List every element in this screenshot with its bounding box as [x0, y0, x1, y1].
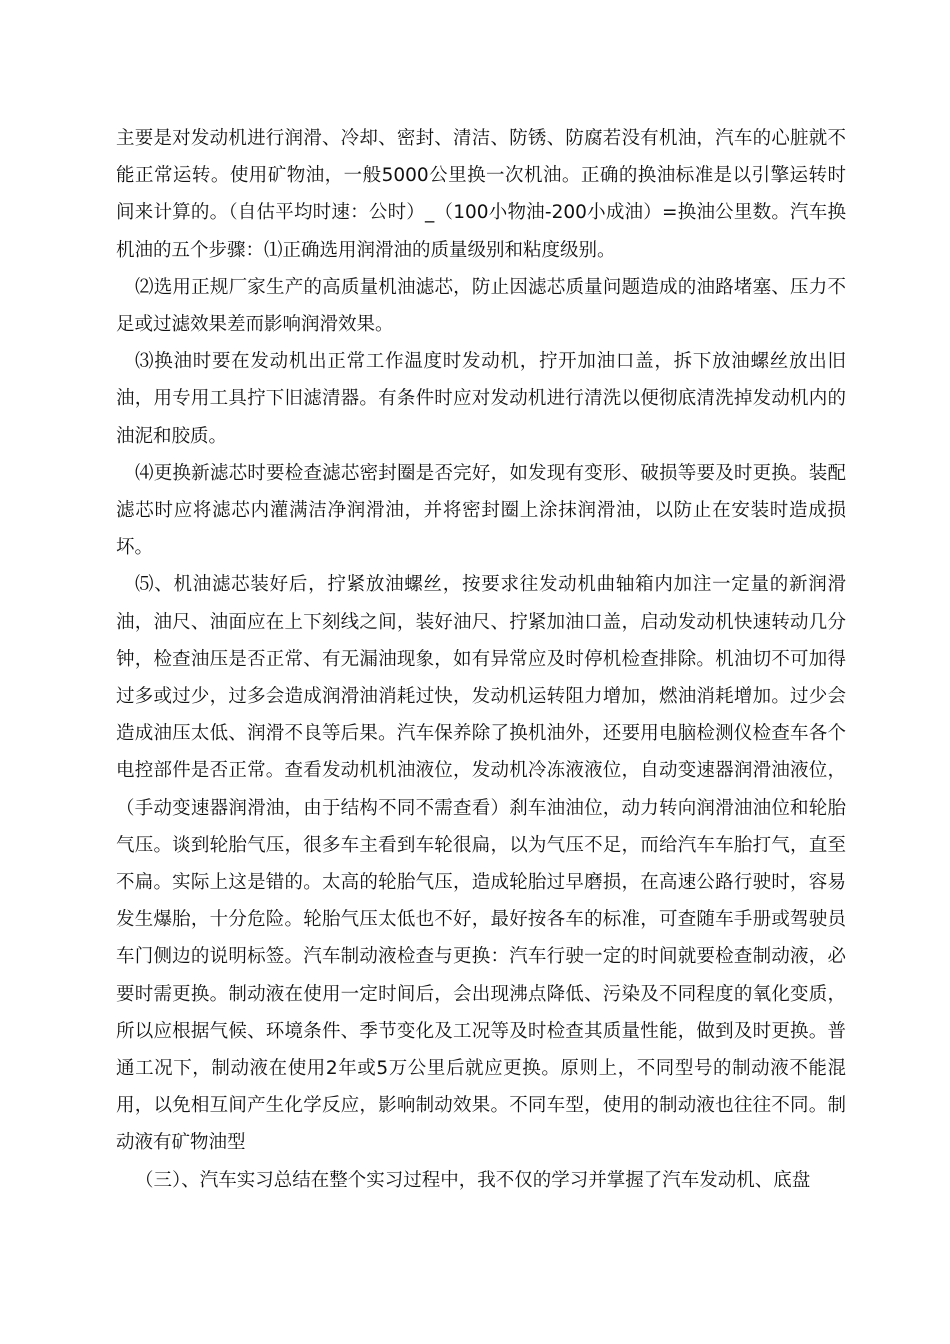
- paragraph-step-4: ⑷更换新滤芯时要检查滤芯密封圈是否完好，如发现有变形、破损等要及时更换。装配滤芯时应将滤芯内灌满洁净润滑油，并将密封圈上涂抹润滑油，以防止在安装时造成损坏。: [116, 462, 846, 559]
- paragraph-step-3: ⑶换油时要在发动机出正常工作温度时发动机，拧开加油口盖，拆下放油螺丝放出旧油，用专用工具拧下旧滤清器。有条件时应对发动机进行清洗以便彻底清洗掉发动机内的油泥和胶质。: [116, 351, 846, 447]
- paragraph-oil-intro: 主要是对发动机进行润滑、冷却、密封、清洁、防锈、防腐若没有机油，汽车的心脏就不能正常运转。使用矿物油，一般5000公里换一次机油。正确的换油标准是以引擎运转时间来计算的。（自估平均时速：公时）_（100小物油-200小成油）=换油公里数。汽车换机油的五个步骤：⑴正确选用润滑油的质量级别和粘度级别。: [116, 128, 846, 261]
- paragraph-step-5: ⑸、机油滤芯装好后，拧紧放油螺丝，按要求往发动机曲轴箱内加注一定量的新润滑油，油尺、油面应在上下刻线之间，装好油尺、拧紧加油口盖，启动发动机快速转动几分钟，检查油压是否正常、有无漏油现象，如有异常应及时停机检查排除。机油切不可加得过多或过少，过多会造成润滑油消耗过快，发动机运转阻力增加，燃油消耗增加。过少会造成油压太低、润滑不良等后果。汽车保养除了换机油外，还要用电脑检测仪检查车各个电控部件是否正常。查看发动机机油液位，发动机冷冻液液位，自动变速器润滑油液位，（手动变速器润滑油，由于结构不同不需查看）刹车油油位，动力转向润滑油油位和轮胎气压。谈到轮胎气压，很多车主看到车轮很扁，以为气压不足，而给汽车车胎打气，直至不扁。实际上这是错的。太高的轮胎气压，造成轮胎过早磨损，在高速公路行驶时，容易发生爆胎，十分危险。轮胎气压太低也不好，最好按各车的标准，可查随车手册或驾驶员车门侧边的说明标签。汽车制动液检查与更换：汽车行驶一定的时间就要检查制动液，必要时需更换。制动液在使用一定时间后，会出现沸点降低、污染及不同程度的氧化变质，所以应根据气候、环境条件、季节变化及工况等及时检查其质量性能，做到及时更换。普通工况下，制动液在使用2年或5万公里后就应更换。原则上，不同型号的制动液不能混用，以免相互间产生化学反应，影响制动效果。不同车型，使用的制动液也往往不同。制动液有矿物油型: [116, 574, 846, 1154]
- paragraph-step-2: ⑵选用正规厂家生产的高质量机油滤芯，防止因滤芯质量问题造成的油路堵塞、压力不足或过滤效果差而影响润滑效果。: [116, 276, 846, 336]
- paragraph-summary-heading: （三）、汽车实习总结在整个实习过程中，我不仅的学习并掌握了汽车发动机、底盘: [135, 1169, 811, 1191]
- document-body: [116, 120, 846, 1199]
